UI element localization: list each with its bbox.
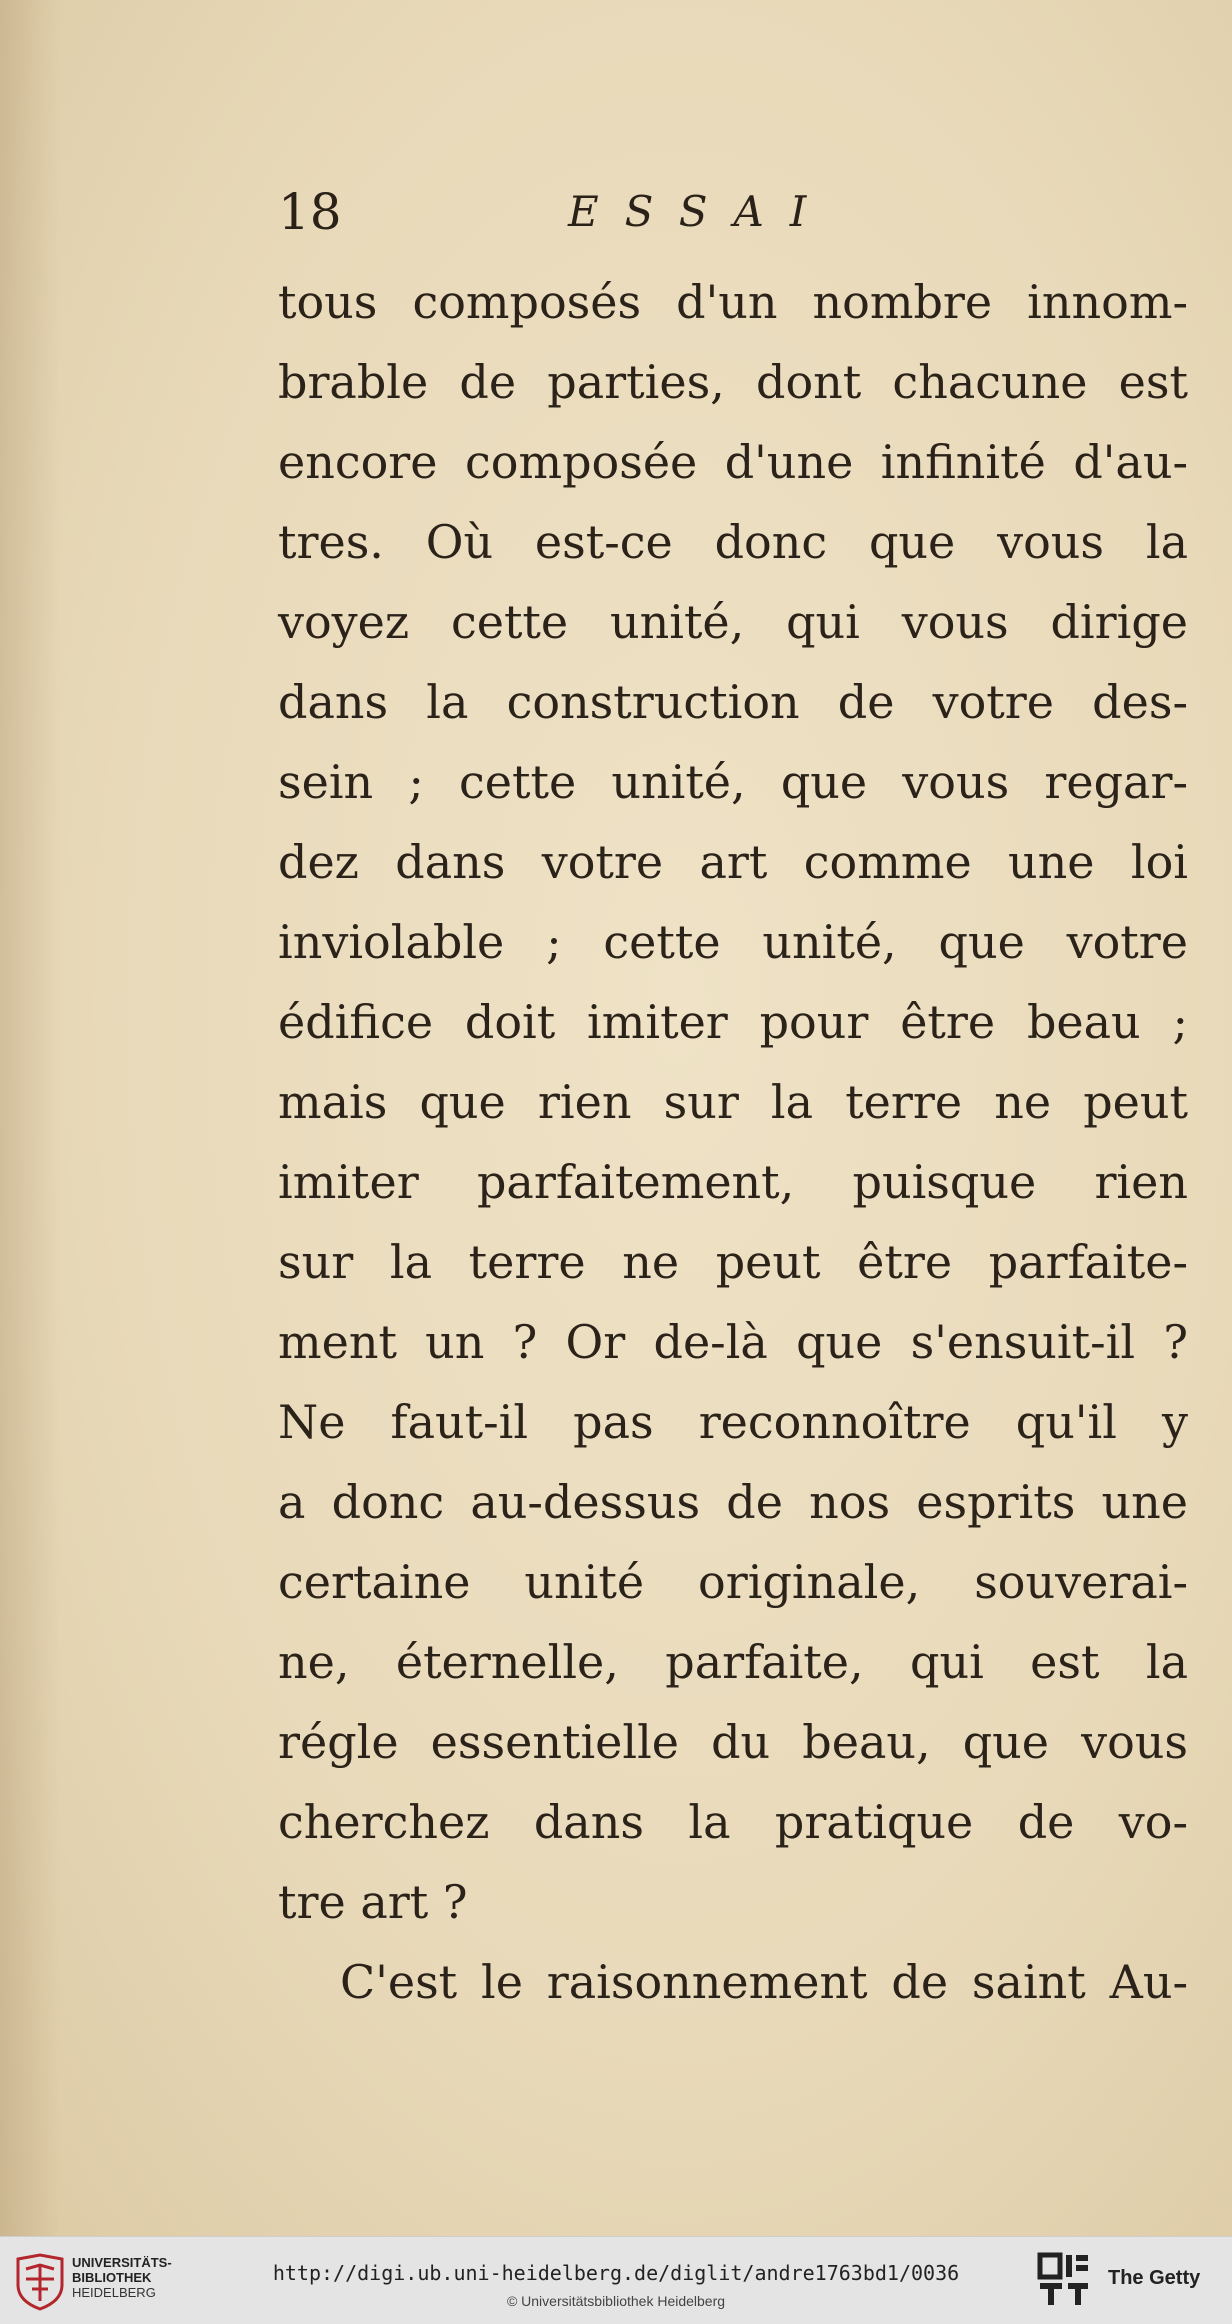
text-line: Ne faut-il pas reconnoître qu'il y [278, 1395, 1188, 1449]
page-number: 18 [278, 183, 342, 241]
text-line: dez dans votre art comme une loi [278, 835, 1188, 889]
text-line: tous composés d'un nombre innom- [278, 275, 1188, 329]
text-line: voyez cette unité, qui vous dirige [278, 595, 1188, 649]
text-line: dans la construction de votre des- [278, 675, 1188, 729]
text-line: ment un ? Or de-là que s'ensuit-il ? [278, 1315, 1188, 1369]
text-line: régle essentielle du beau, que vous [278, 1715, 1188, 1769]
page-header [278, 182, 978, 252]
text-line: sein ; cette unité, que vous regar- [278, 755, 1188, 809]
text-line: sur la terre ne peut être parfaite- [278, 1235, 1188, 1289]
text-line: tre art ? [278, 1875, 468, 1929]
institution-name: UNIVERSITÄTS- BIBLIOTHEK HEIDELBERG [72, 2255, 172, 2300]
getty-logo-icon [1036, 2251, 1092, 2309]
text-line: tres. Où est-ce donc que vous la [278, 515, 1188, 569]
partner-name: The Getty [1108, 2267, 1201, 2289]
text-line: brable de parties, dont chacune est [278, 355, 1188, 409]
text-line: mais que rien sur la terre ne peut [278, 1075, 1188, 1129]
body-text [278, 262, 1188, 2022]
text-line: a donc au-dessus de nos esprits une [278, 1475, 1188, 1529]
text-line: C'est le raisonnement de saint Au- [340, 1955, 1188, 2009]
copyright-notice: © Universitätsbibliothek Heidelberg [506, 2293, 726, 2309]
text-line: imiter parfaitement, puisque rien [278, 1155, 1188, 1209]
text-line: ne, éternelle, parfaite, qui est la [278, 1635, 1188, 1689]
text-line: édifice doit imiter pour être beau ; [278, 995, 1188, 1049]
footer-bar [0, 2236, 1232, 2324]
text-line: encore composée d'une infinité d'au- [278, 435, 1188, 489]
running-title: ESSAI [568, 187, 833, 236]
text-line: cherchez dans la pratique de vo- [278, 1795, 1188, 1849]
text-line: inviolable ; cette unité, que votre [278, 915, 1188, 969]
text-line: certaine unité originale, souverai- [278, 1555, 1188, 1609]
source-url-link[interactable]: http://digi.ub.uni-heidelberg.de/diglit/andre1763bd1/0036 [272, 2261, 960, 2285]
